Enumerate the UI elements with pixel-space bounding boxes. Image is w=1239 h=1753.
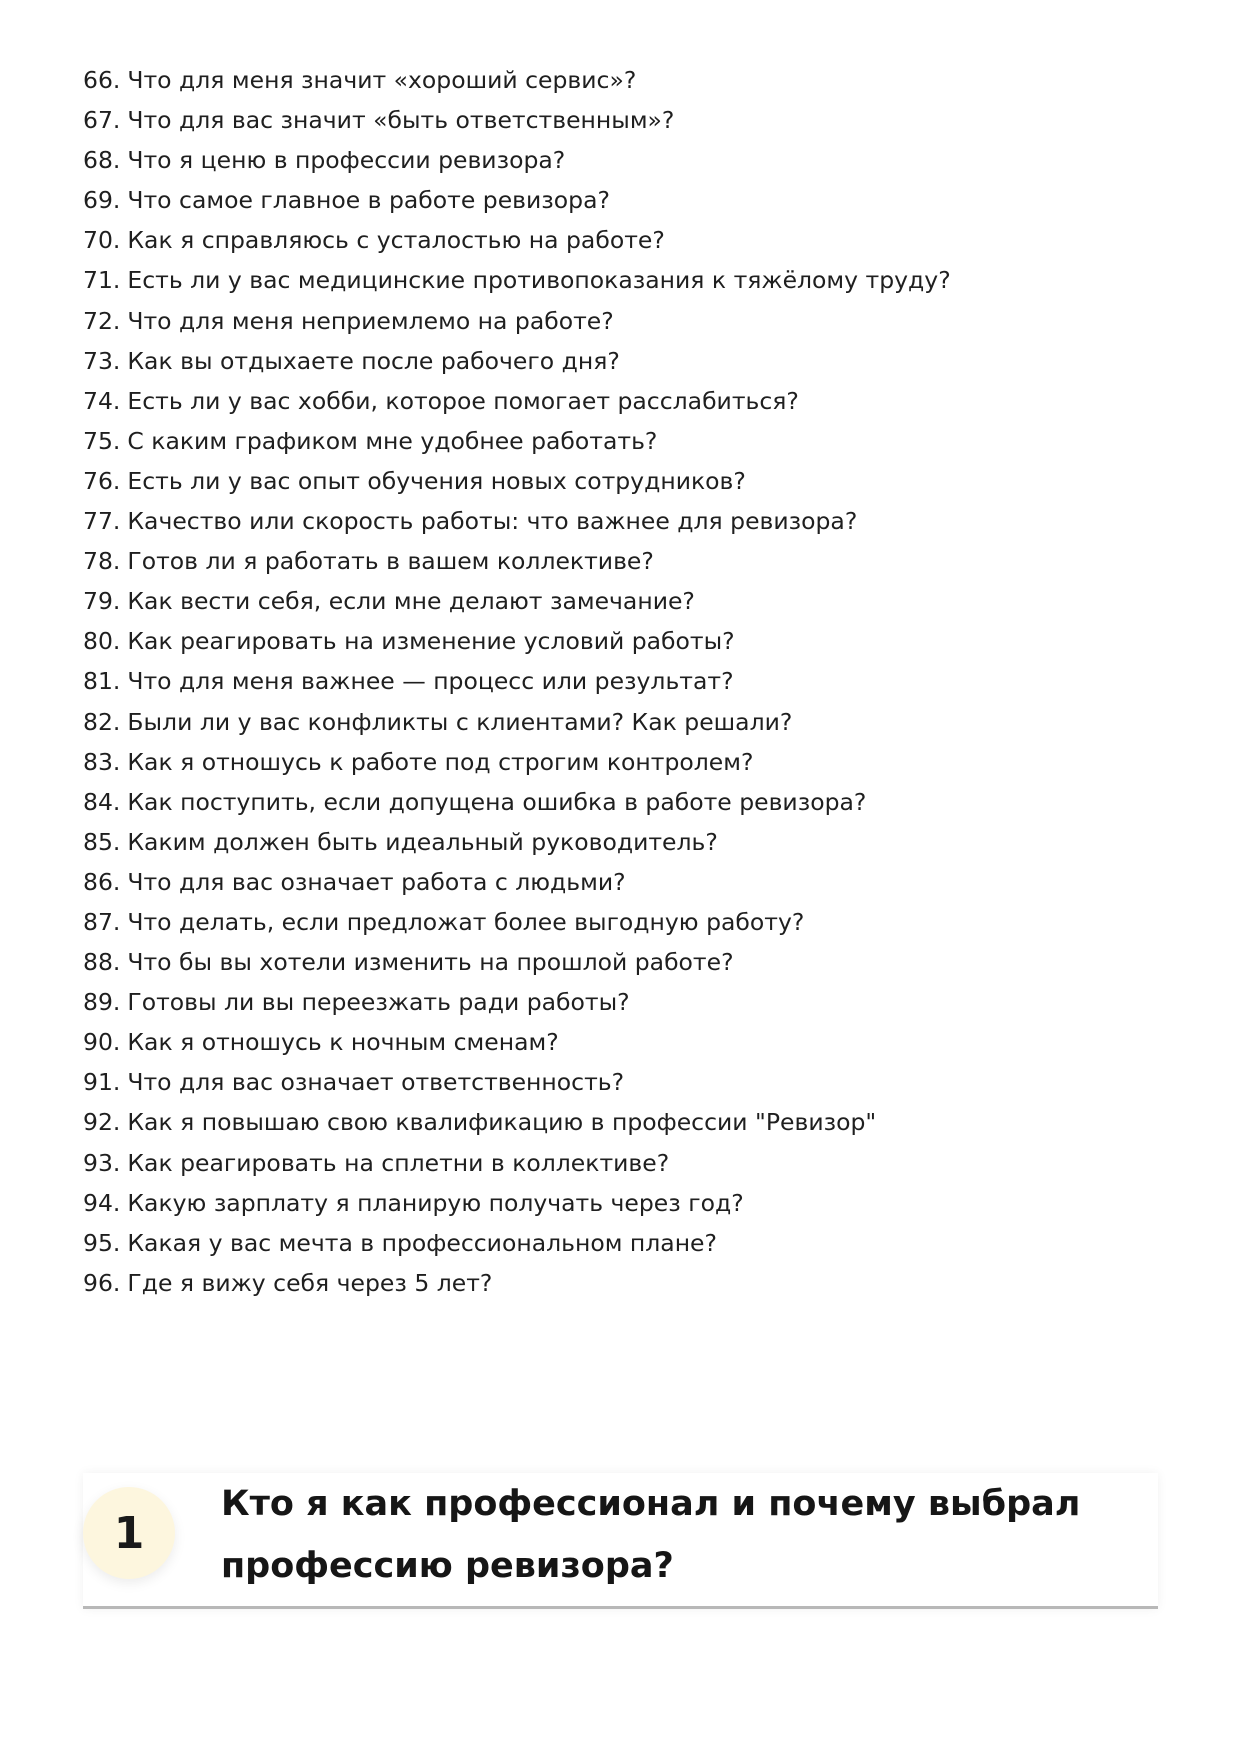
section-title: Кто я как профессионал и почему выбрал профессию ревизора? <box>221 1484 1081 1586</box>
question-number: 85. <box>83 827 121 856</box>
question-number: 87. <box>83 907 121 936</box>
question-text: Что для меня неприемлемо на работе? <box>127 306 614 335</box>
question-item <box>83 1223 951 1263</box>
question-item <box>83 822 951 862</box>
question-text: Как вы отдыхаете после рабочего дня? <box>127 346 620 375</box>
question-text: Какую зарплату я планирую получать через год? <box>127 1188 744 1217</box>
question-item <box>83 702 951 742</box>
question-text: Как реагировать на сплетни в коллективе? <box>127 1148 670 1177</box>
question-text: Как я отношусь к работе под строгим контролем? <box>127 747 754 776</box>
question-number: 70. <box>83 226 121 255</box>
question-text: Как вести себя, если мне делают замечание? <box>127 587 695 616</box>
question-item <box>83 140 951 180</box>
question-text: Что для вас означает работа с людьми? <box>127 867 626 896</box>
question-number: 92. <box>83 1108 121 1137</box>
question-text: Готов ли я работать в вашем коллективе? <box>127 547 654 576</box>
question-item <box>83 260 951 300</box>
question-number: 89. <box>83 988 121 1017</box>
section-header <box>83 1473 1158 1609</box>
question-item <box>83 1062 951 1102</box>
question-text: Качество или скорость работы: что важнее для ревизора? <box>127 507 858 536</box>
question-item <box>83 421 951 461</box>
question-number: 95. <box>83 1228 121 1257</box>
question-number: 78. <box>83 547 121 576</box>
question-number: 73. <box>83 346 121 375</box>
question-list <box>83 60 951 1303</box>
question-text: Как реагировать на изменение условий работы? <box>127 627 735 656</box>
question-number: 80. <box>83 627 121 656</box>
question-text: Что для меня важнее — процесс или результат? <box>127 667 734 696</box>
question-item <box>83 100 951 140</box>
question-number: 69. <box>83 186 121 215</box>
question-number: 91. <box>83 1068 121 1097</box>
question-text: Что бы вы хотели изменить на прошлой работе? <box>127 948 734 977</box>
question-number: 77. <box>83 507 121 536</box>
question-text: Как я повышаю свою квалификацию в профессии "Ревизор" <box>127 1108 877 1137</box>
question-item <box>83 1022 951 1062</box>
question-item <box>83 621 951 661</box>
question-item <box>83 581 951 621</box>
question-item <box>83 1183 951 1223</box>
question-text: Есть ли у вас медицинские противопоказания к тяжёлому труду? <box>127 266 951 295</box>
question-number: 94. <box>83 1188 121 1217</box>
question-text: С каким графиком мне удобнее работать? <box>127 426 658 455</box>
question-item <box>83 942 951 982</box>
question-item <box>83 60 951 100</box>
question-item <box>83 180 951 220</box>
question-text: Что для вас значит «быть ответственным»? <box>127 106 675 135</box>
question-number: 83. <box>83 747 121 776</box>
question-text: Были ли у вас конфликты с клиентами? Как решали? <box>127 707 793 736</box>
question-item <box>83 501 951 541</box>
question-text: Что делать, если предложат более выгодную работу? <box>127 907 805 936</box>
question-text: Что самое главное в работе ревизора? <box>127 186 610 215</box>
question-item <box>83 1263 951 1303</box>
question-item <box>83 1143 951 1183</box>
question-number: 88. <box>83 948 121 977</box>
question-number: 93. <box>83 1148 121 1177</box>
question-item <box>83 541 951 581</box>
question-text: Что я ценю в профессии ревизора? <box>127 146 566 175</box>
question-number: 81. <box>83 667 121 696</box>
question-number: 96. <box>83 1268 121 1297</box>
question-item <box>83 902 951 942</box>
question-number: 75. <box>83 426 121 455</box>
question-number: 71. <box>83 266 121 295</box>
question-item <box>83 341 951 381</box>
section-divider <box>83 1606 1158 1609</box>
question-item <box>83 381 951 421</box>
question-text: Что для меня значит «хороший сервис»? <box>127 66 637 94</box>
question-item <box>83 982 951 1022</box>
question-number: 79. <box>83 587 121 616</box>
question-item <box>83 1102 951 1142</box>
question-item <box>83 742 951 782</box>
question-number: 68. <box>83 146 121 175</box>
question-text: Готовы ли вы переезжать ради работы? <box>127 988 630 1017</box>
question-item <box>83 661 951 701</box>
question-number: 82. <box>83 707 121 736</box>
question-number: 74. <box>83 386 121 415</box>
question-text: Как я отношусь к ночным сменам? <box>127 1028 559 1057</box>
question-item <box>83 461 951 501</box>
section-number-badge: 1 <box>83 1487 175 1579</box>
question-text: Как поступить, если допущена ошибка в работе ревизора? <box>127 787 867 816</box>
question-text: Есть ли у вас хобби, которое помогает расслабиться? <box>127 386 799 415</box>
question-number: 84. <box>83 787 121 816</box>
question-number: 72. <box>83 306 121 335</box>
question-number: 67. <box>83 106 121 135</box>
question-number: 90. <box>83 1028 121 1057</box>
question-item <box>83 782 951 822</box>
question-text: Какая у вас мечта в профессиональном плане? <box>127 1228 717 1257</box>
question-item <box>83 220 951 260</box>
question-number: 66. <box>83 66 121 94</box>
question-number: 86. <box>83 867 121 896</box>
question-text: Что для вас означает ответственность? <box>127 1068 625 1097</box>
question-text: Как я справляюсь с усталостью на работе? <box>127 226 665 255</box>
question-text: Есть ли у вас опыт обучения новых сотрудников? <box>127 466 746 495</box>
question-item <box>83 862 951 902</box>
question-item <box>83 301 951 341</box>
question-number: 76. <box>83 466 121 495</box>
question-text: Где я вижу себя через 5 лет? <box>127 1268 493 1297</box>
question-text: Каким должен быть идеальный руководитель? <box>127 827 718 856</box>
